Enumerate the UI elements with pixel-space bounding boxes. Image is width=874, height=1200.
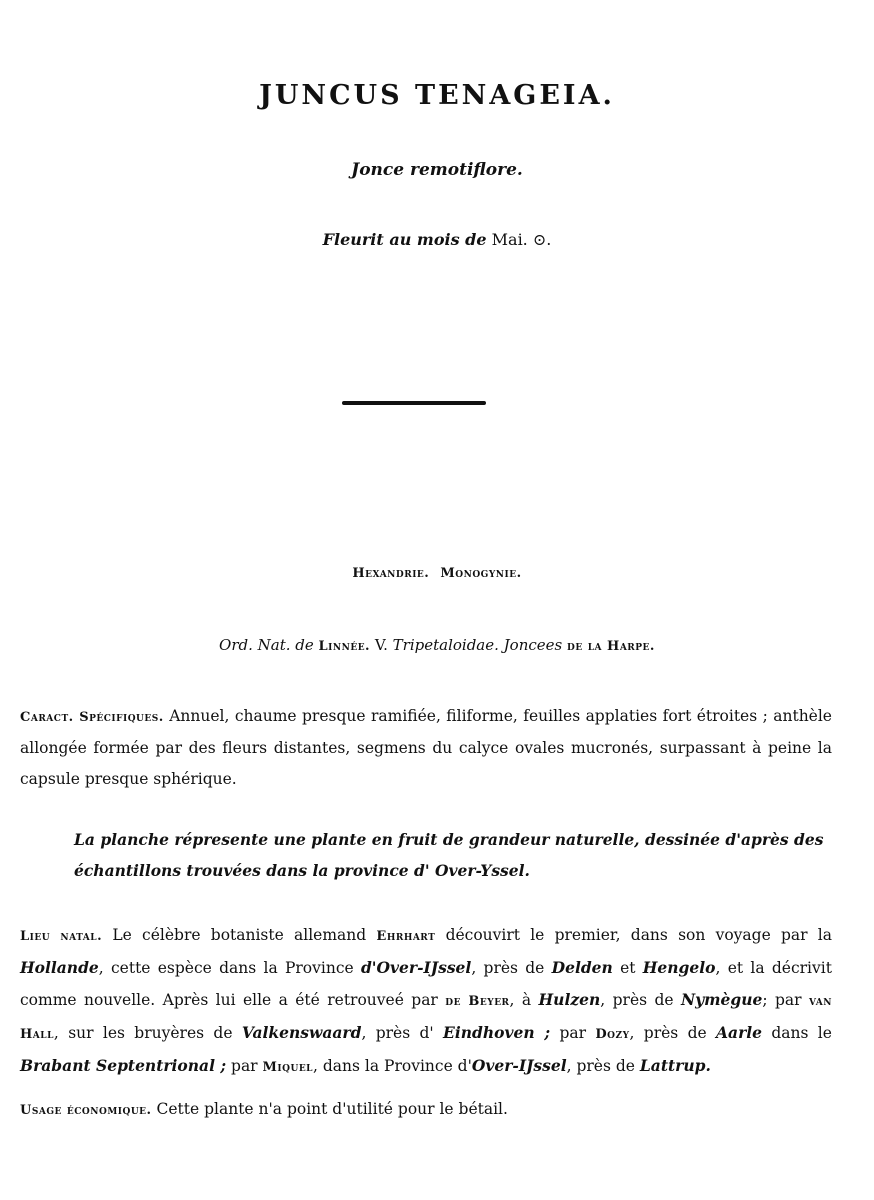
lieu-text-3: , cette espèce dans la Province — [98, 959, 354, 977]
place-hollande: Hollande — [20, 958, 99, 977]
place-delden: Delden — [551, 958, 613, 977]
lieu-text-9: ; par — [762, 991, 802, 1009]
caract-label: Caract. Spécifiques. — [20, 710, 164, 725]
place-over-ijssel: d'Over-IJssel — [360, 958, 472, 977]
lieu-label: Lieu natal. — [20, 929, 103, 944]
name-de-beyer: de Beyer — [445, 994, 510, 1009]
class-name: Hexandrie. — [352, 566, 430, 581]
lieu-text-16: , dans la Province d' — [313, 1057, 472, 1075]
de-la-harpe: de la Harpe. — [567, 639, 655, 654]
lieu-text-15: par — [231, 1057, 258, 1075]
name-miquel: Miquel — [262, 1060, 314, 1075]
tripetaloidae: Tripetaloidae. — [392, 636, 499, 654]
name-dozy: Dozy — [595, 1027, 630, 1042]
lieu-text-4: , près de — [471, 959, 545, 977]
usage-text: Cette plante n'a point d'utilité pour le bétail. — [156, 1100, 508, 1118]
common-name: Jonce remotiflore. — [351, 160, 523, 180]
place-aarle: Aarle — [716, 1023, 763, 1042]
name-van-hall: van Hall — [20, 994, 832, 1042]
lieu-text-10: , sur les bruyères de — [53, 1024, 233, 1042]
caract-text: Annuel, chaume presque ramifiée, filiforme, feuilles applaties fort étroites ; anthèle allongée formée par des fleurs distantes, segmens du calyce ovales mucronés, surpassant à peine la capsule presque sphérique. — [20, 707, 832, 788]
usage-label: Usage économique. — [20, 1103, 152, 1118]
lieu-text-12: par — [559, 1024, 587, 1042]
joncees: Joncees — [503, 636, 563, 654]
place-over-ijssel-2: Over-IJssel — [471, 1056, 567, 1075]
economic-use-paragraph — [20, 1094, 832, 1126]
lieu-text-8: , près de — [600, 991, 674, 1009]
place-valkenswaard: Valkenswaard — [241, 1023, 362, 1042]
lieu-text-14: dans le — [771, 1024, 832, 1042]
page-title: JUNCUS TENAGEIA. — [259, 80, 615, 111]
place-hulzen: Hulzen — [538, 990, 601, 1009]
linnee: Linnée. — [318, 639, 371, 654]
lieu-text-11: , près d' — [361, 1024, 434, 1042]
lieu-text-2: découvirt le premier, dans son voyage par la — [445, 926, 832, 944]
plate-description: La planche répresente une plante en fruit de grandeur naturelle, dessinée d'après des échantillons trouvées dans la province d' Over-Yssel. — [74, 830, 824, 880]
linnaean-class — [0, 566, 874, 581]
habitat-paragraph — [20, 920, 832, 1083]
ord-nat-label: Ord. Nat. de — [219, 636, 314, 654]
flowering-note — [0, 230, 874, 249]
specific-characters-paragraph — [20, 701, 832, 795]
annual-symbol: ⊙. — [532, 230, 552, 249]
place-eindhoven: Eindhoven ; — [443, 1023, 551, 1042]
lieu-text-7: , à — [509, 991, 532, 1009]
lieu-text-6: , et la décrivit comme nouvelle. Après lui elle a été retrouveé par — [20, 959, 832, 1009]
place-brabant: Brabant Septentrional ; — [20, 1056, 227, 1075]
divider-rule — [342, 401, 486, 405]
roman-numeral: V. — [374, 636, 388, 654]
lieu-text-13: , près de — [629, 1024, 707, 1042]
place-nymegue: Nymègue — [680, 990, 763, 1009]
flowering-prefix: Fleurit au mois de — [322, 230, 487, 249]
place-hengelo: Hengelo — [642, 958, 716, 977]
flowering-month: Mai. — [491, 230, 528, 249]
natural-order-line — [0, 636, 874, 654]
order-name: Monogynie. — [440, 566, 522, 581]
lieu-text-5: et — [620, 959, 636, 977]
lieu-text-17: , près de — [566, 1057, 635, 1075]
place-lattrup: Lattrup. — [639, 1056, 711, 1075]
name-ehrhart: Ehrhart — [376, 929, 436, 944]
lieu-text-1: Le célèbre botaniste allemand — [112, 926, 367, 944]
